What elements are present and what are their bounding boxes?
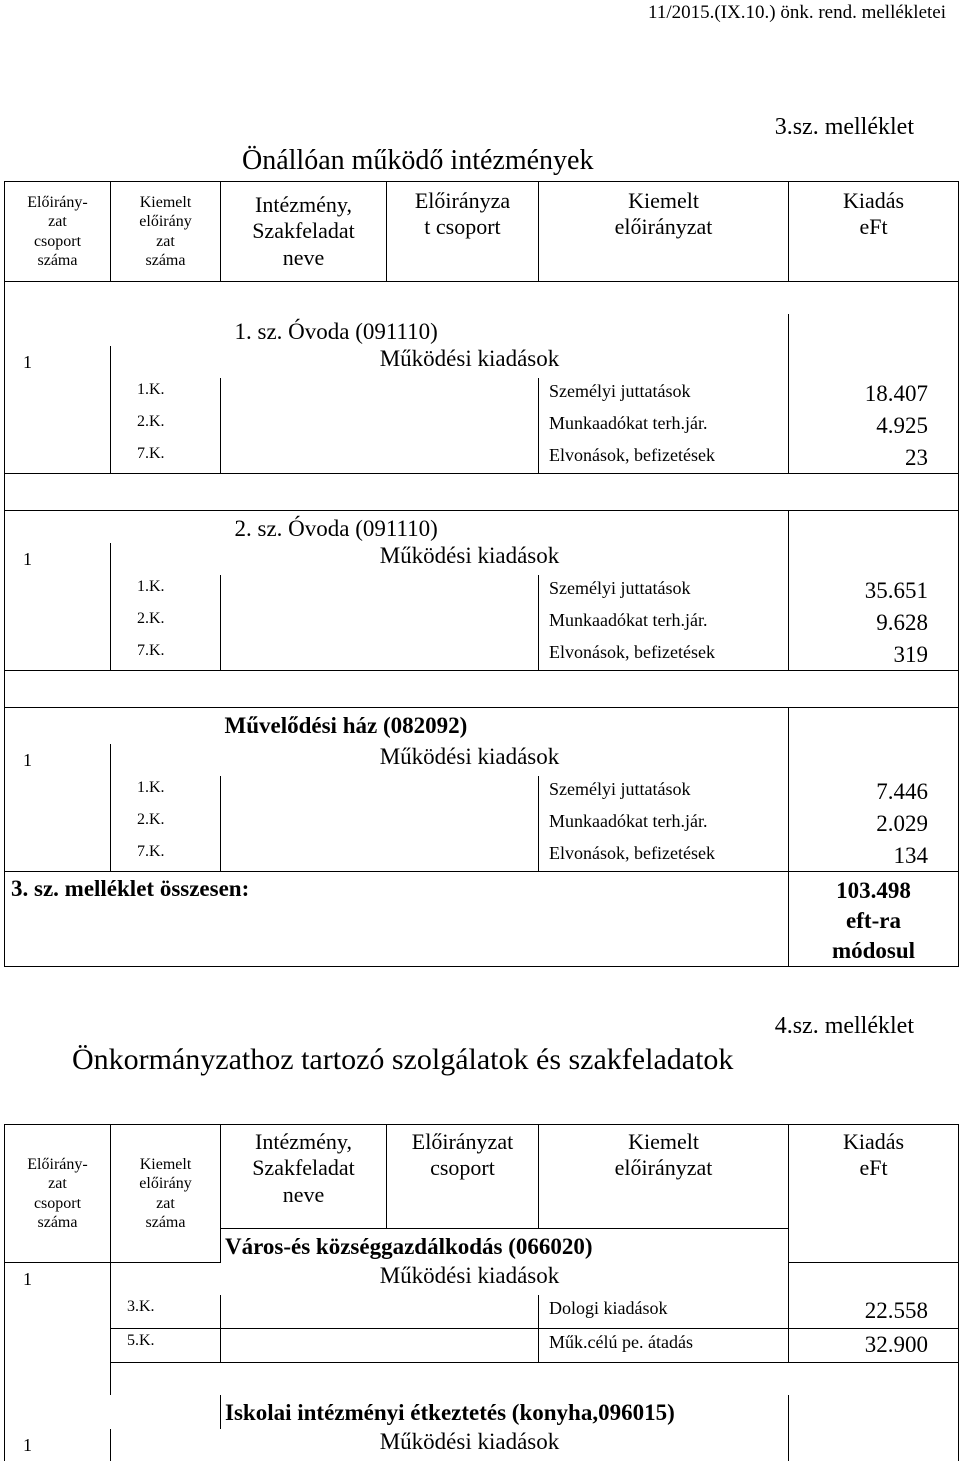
line-code: 1.K. [111, 776, 221, 808]
line-code: 7.K. [111, 840, 221, 872]
line-amount: 9.628 [789, 607, 959, 639]
annex3-label: 3.sz. melléklet [774, 114, 914, 140]
col-header-institution: Intézmény, Szakfeladat neve [221, 182, 387, 282]
line-label: Elvonások, befizetések [539, 442, 789, 474]
annex4-title: Önkormányzathoz tartozó szolgálatok és szakfeladatok [72, 1043, 734, 1076]
col-header-group-no: Előirány- zat csoport száma [5, 182, 111, 282]
col-header-highlighted-no: Kiemelt előirány zat száma [111, 1125, 221, 1263]
group-label: Működési kiadások [111, 543, 789, 575]
line-label: Személyi juttatások [539, 378, 789, 410]
line-label: Dologi kiadások [539, 1295, 789, 1329]
group-label: Működési kiadások [111, 346, 789, 378]
line-code: 1.K. [111, 575, 221, 607]
line-amount: 35.651 [789, 575, 959, 607]
line-code: 2.K. [111, 808, 221, 840]
line-item-row [5, 808, 959, 840]
line-item-row [5, 1329, 959, 1363]
line-amount: 2.029 [789, 808, 959, 840]
line-code: 1.K. [111, 378, 221, 410]
section-title: Iskolai intézményi étkeztetés (konyha,096015) [221, 1395, 789, 1429]
line-label: Személyi juttatások [539, 575, 789, 607]
line-amount: 22.558 [789, 1295, 959, 1329]
group-label: Működési kiadások [111, 1263, 789, 1295]
line-amount: 4.925 [789, 410, 959, 442]
line-code: 7.K. [111, 639, 221, 671]
annex4-header-row [5, 1125, 959, 1229]
group-row [5, 543, 959, 575]
col-header-institution: Intézmény, Szakfeladat neve [221, 1125, 387, 1229]
line-amount: 23 [789, 442, 959, 474]
document-reference: 11/2015.(IX.10.) önk. rend. mellékletei [648, 2, 946, 23]
line-amount: 319 [789, 639, 959, 671]
total-value: 103.498 eft-ra módosul [789, 872, 959, 967]
col-header-appropriation-group: Előirányzat csoport [387, 1125, 539, 1229]
group-label: Működési kiadások [111, 1429, 789, 1461]
line-item-row [5, 776, 959, 808]
col-header-expense: Kiadás eFt [789, 1125, 959, 1263]
col-header-highlighted-no: Kiemelt előirány zat száma [111, 182, 221, 282]
line-item-row [5, 575, 959, 607]
line-item-row [5, 840, 959, 872]
section-title: Város-és községgazdálkodás (066020) [221, 1229, 789, 1263]
line-code: 7.K. [111, 442, 221, 474]
section-row [5, 1395, 959, 1429]
group-row [5, 346, 959, 378]
annex3-table [4, 181, 959, 967]
line-label: Elvonások, befizetések [539, 840, 789, 872]
annex4-table [4, 1124, 959, 1461]
section-title: 1. sz. Óvoda (091110) [234, 318, 438, 344]
group-number: 1 [5, 1429, 111, 1461]
line-label: Elvonások, befizetések [539, 639, 789, 671]
line-item-row [5, 378, 959, 410]
annex3-title: Önállóan működő intézmények [242, 145, 594, 176]
group-number: 1 [5, 346, 111, 378]
line-label: Munkaadókat terh.jár. [539, 410, 789, 442]
section-title: 2. sz. Óvoda (091110) [234, 516, 438, 541]
line-code: 3.K. [111, 1295, 221, 1329]
section-row [5, 511, 959, 543]
annex3-header-row [5, 182, 959, 282]
group-row [5, 744, 959, 776]
line-amount: 134 [789, 840, 959, 872]
section-title: Művelődési ház (082092) [224, 713, 468, 738]
line-label: Műk.célú pe. átadás [539, 1329, 789, 1363]
line-item-row [5, 442, 959, 474]
annex4-label: 4.sz. melléklet [774, 1013, 914, 1039]
line-code: 5.K. [111, 1329, 221, 1363]
group-number: 1 [5, 744, 111, 776]
line-amount: 18.407 [789, 378, 959, 410]
line-code: 2.K. [111, 607, 221, 639]
line-label: Személyi juttatások [539, 776, 789, 808]
section-row [5, 708, 959, 744]
col-header-expense: Kiadás eFt [789, 182, 959, 282]
col-header-highlighted-appropriation: Kiemelt előirányzat [539, 1125, 789, 1229]
line-item-row [5, 639, 959, 671]
line-item-row [5, 1295, 959, 1329]
section-row [5, 314, 959, 346]
group-number: 1 [5, 543, 111, 575]
line-amount: 32.900 [789, 1329, 959, 1363]
line-label: Munkaadókat terh.jár. [539, 808, 789, 840]
group-number: 1 [5, 1263, 111, 1295]
line-item-row [5, 607, 959, 639]
line-amount: 7.446 [789, 776, 959, 808]
col-header-highlighted-appropriation: Kiemelt előirányzat [539, 182, 789, 282]
col-header-group-no: Előirány- zat csoport száma [5, 1125, 111, 1263]
col-header-appropriation-group: Előirányza t csoport [387, 182, 539, 282]
line-code: 2.K. [111, 410, 221, 442]
group-row [5, 1429, 959, 1461]
line-label: Munkaadókat terh.jár. [539, 607, 789, 639]
group-label: Működési kiadások [111, 744, 789, 776]
group-row [5, 1263, 959, 1295]
line-item-row [5, 410, 959, 442]
total-row [5, 872, 959, 967]
total-label: 3. sz. melléklet összesen: [5, 872, 789, 967]
